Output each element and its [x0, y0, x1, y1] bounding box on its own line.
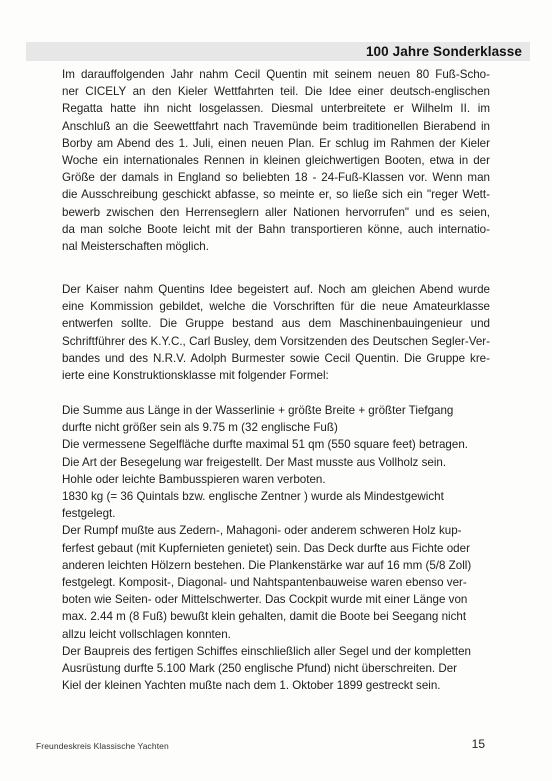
text-line: Größe der damals in England so beliebten 18 - 24-Fuß-Klassen vor. Wenn man	[62, 171, 490, 185]
text-line: Der Kaiser nahm Quentins Idee begeistert auf. Noch am gleichen Abend wurde	[62, 283, 490, 296]
paragraph-1	[62, 66, 490, 255]
text-line: Schriftführer des K.Y.C., Carl Busley, dem Vorsitzenden des Deutschen Segler-Ver-	[62, 334, 490, 348]
text-line: Hohle oder leichte Bambusspieren waren verboten.	[62, 472, 326, 486]
text-line: nal Meisterschaften möglich.	[62, 240, 209, 254]
text-line: da man solche Boote leicht mit der Bahn transportieren könne, auch internatio-	[62, 222, 490, 236]
text-line: boten wie Seiten- oder Mittelschwerter. Das Cockpit wurde mit einer Länge von	[62, 593, 468, 607]
text-line: Der Rumpf mußte aus Zedern-, Mahagoni- oder anderem schweren Holz kup-	[62, 524, 462, 538]
text-line: Ausrüstung durfte 5.100 Mark (250 englische Pfund) nicht überschreiten. Der	[62, 662, 458, 676]
text-line: festgelegt.	[62, 507, 116, 521]
text-line: Borby am Abend des 1. Juli, einen neuen Plan. Er schlug im Rahmen der Kieler	[62, 136, 490, 150]
text-line: Kiel der kleinen Yachten mußte nach dem 1. Oktober 1899 gestreckt sein.	[62, 679, 441, 693]
text-line: Die vermessene Segelfläche durfte maximal 51 qm (550 square feet) betragen.	[62, 438, 468, 452]
text-line: Im darauffolgenden Jahr nahm Cecil Quentin mit seinem neuen 80 Fuß-Scho-	[62, 68, 490, 81]
text-line: Der Baupreis des fertigen Schiffes einschließlich aller Segel und der kompletten	[62, 644, 472, 658]
paragraph-2	[62, 281, 490, 384]
text-line: eine Kommission gebildet, welche die Vorschriften für die neue Amateurklasse	[62, 300, 490, 314]
page-title: 100 Jahre Sonderklasse	[365, 44, 522, 59]
text-line: festgelegt. Komposit-, Diagonal- und Nahtspantenbauweise waren ebenso ver-	[62, 576, 467, 590]
text-line: Woche ein internationales Rennen in kleinen gleichwertigen Booten, etwa in der	[62, 154, 490, 168]
text-line: entwerfen sollte. Die Gruppe bestand aus dem Maschinenbauingenieur und	[62, 317, 490, 331]
rules-list	[62, 402, 490, 694]
text-line: Anschluß an die Seewettfahrt nach Travemünde beim traditionellen Bierabend in	[62, 119, 490, 133]
text-line: max. 2.44 m (8 Fuß) bewußt klein gehalten, damit die Boote bei Seegang nicht	[62, 610, 467, 624]
text-line: bandes und des N.R.V. Adolph Burmester sowie Cecil Quentin. Die Gruppe kre-	[62, 351, 490, 365]
text-line: Die Art der Besegelung war freigestellt. Der Mast musste aus Vollholz sein.	[62, 455, 447, 469]
footer-publisher: Freundeskreis Klassische Yachten	[36, 741, 169, 751]
page-number: 15	[471, 737, 485, 751]
text-line: ierte eine Konstruktionsklasse mit folgender Formel:	[62, 369, 329, 383]
text-line: 1830 kg (= 36 Quintals bzw. englische Zentner ) wurde als Mindestgewicht	[62, 490, 444, 504]
text-line: bewerb zwischen den Herrenseglern aller Nationen hervorrufen" und es seien,	[62, 205, 490, 219]
text-line: ferfest gebaut (mit Kupfernieten genietet) sein. Das Deck durfte aus Fichte oder	[62, 541, 470, 555]
text-line: ner CICELY an den Kieler Wettfahrten teil. Die Idee einer deutsch-englischen	[62, 85, 490, 99]
text-line: Die Summe aus Länge in der Wasserlinie + größte Breite + größter Tiefgang	[62, 404, 454, 417]
text-line: die Ausschreibung geschickt abfasse, so meinte er, so ließe sich ein "reger Wett-	[62, 188, 490, 202]
text-line: anderen leichten Hölzern bestehen. Die Plankenstärke war auf 16 mm (5/8 Zoll)	[62, 558, 472, 572]
text-line: Regatta hatte ihn nicht losgelassen. Diesmal unterbreitete er Wilhelm II. im	[62, 102, 490, 116]
text-line: allzu leicht vollschlagen konnten.	[62, 627, 231, 641]
text-line: durfte nicht größer sein als 9.75 m (32 englische Fuß)	[62, 421, 338, 435]
